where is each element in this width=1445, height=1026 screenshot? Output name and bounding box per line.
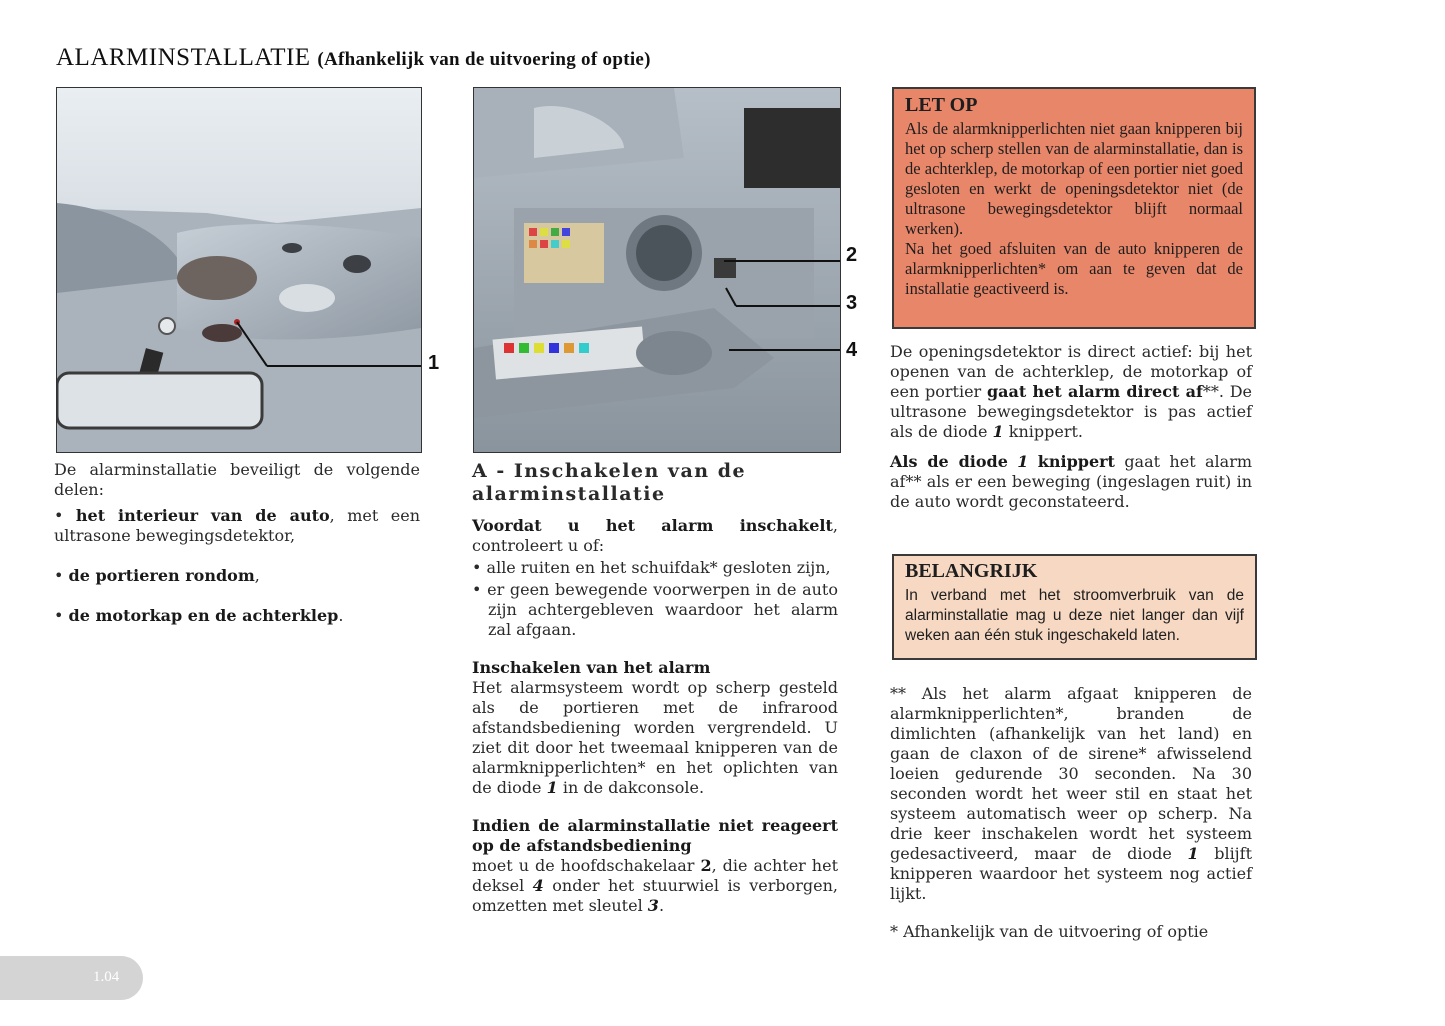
- col2-sub1-text: Het alarmsysteem wordt op scherp gesteld als de portieren met de infrarood afstandsbediening worden vergrendeld. U ziet dit door het tweemaal knipperen van de alarmknipperlichten* en het oplichten van de diode 1 in de dakconsole.: [472, 678, 838, 797]
- col3-p1: De openingsdetektor is direct actief: bij het openen van de achterklep, de motorkap of een portier gaat het alarm direct af**. De ultrasone bewegingsdetektor is pas actief als de diode 1 knippert.: [890, 342, 1252, 441]
- col2-sub1-heading: Inschakelen van het alarm: [472, 658, 711, 677]
- warning-text-2: Na het goed afsluiten van de auto knipperen de alarmknipperlichten* om aan te geven dat de installatie geactiveerd is.: [905, 239, 1243, 298]
- col1-intro: De alarminstallatie beveiligt de volgende delen:: [54, 460, 420, 499]
- column-3-lower: [890, 684, 1252, 942]
- important-box: [892, 554, 1257, 660]
- photo-dashboard-panel: [473, 87, 841, 453]
- column-1: [54, 460, 420, 626]
- footnote-single-star: * Afhankelijk van de uitvoering of optie: [890, 922, 1209, 941]
- page-number-tab: [0, 956, 143, 1000]
- footnote-double-star: ** Als het alarm afgaat knipperen de alarmknipperlichten*, branden de dimlichten (afhankelijk van het land) en gaan de claxon of de sirene* afwisselend loeien gedurende 30 seconden. Na 30 seconden wordt het weer stil en staat het systeem automatisch weer op scherp. Na drie keer inschakelen wordt het systeem gedesactiveerd, maar de diode 1 blijft knipperen waardoor het systeem nog actief lijkt.: [890, 684, 1252, 903]
- col2-sub2-text: moet u de hoofdschakelaar 2, die achter het deksel 4 onder het stuurwiel is verborgen, omzetten met sleutel 3.: [472, 856, 839, 915]
- title-subtitle: (Afhankelijk van de uitvoering of optie): [317, 49, 651, 70]
- callout-3: 3: [846, 292, 858, 314]
- col1-item-interior: • het interieur van de auto, met een ultrasone bewegingsdetektor,: [54, 506, 420, 545]
- warning-box: [892, 87, 1256, 329]
- col1-item-hood: • de motorkap en de achterklep.: [54, 606, 344, 625]
- column-3-upper: [890, 342, 1252, 512]
- warning-title: LET OP: [905, 94, 978, 116]
- column-2: [472, 460, 838, 916]
- col2-check-1: • alle ruiten en het schuifdak* gesloten zijn,: [472, 558, 831, 577]
- page-title: [56, 44, 651, 72]
- col2-heading: A - Inschakelen van de alarminstallatie: [472, 460, 747, 505]
- col2-check-intro: Voordat u het alarm inschakelt, controleert u of:: [472, 516, 838, 555]
- important-text: In verband met het stroomverbruik van de alarminstallatie mag u deze niet langer dan vijf weken aan één stuk ingeschakeld laten.: [905, 587, 1244, 644]
- important-title: BELANGRIJK: [905, 560, 1038, 582]
- photo-roof-console: [56, 87, 422, 453]
- col1-item-doors: • de portieren rondom,: [54, 566, 260, 585]
- page-number: 1.04: [93, 969, 120, 985]
- title-main: ALARMINSTALLATIE: [56, 44, 311, 71]
- col2-check-2: • er geen bewegende voorwerpen in de auto zijn achtergebleven waardoor het alarm zal afgaan.: [472, 580, 838, 639]
- col3-p2: Als de diode 1 knippert gaat het alarm af** als er een beweging (ingeslagen ruit) in de auto wordt geconstateerd.: [890, 452, 1253, 511]
- callout-2: 2: [846, 244, 858, 266]
- callout-1: 1: [428, 352, 440, 374]
- warning-text: Als de alarmknipperlichten niet gaan knipperen bij het op scherp stellen van de alarminstallatie, dan is de achterklep, de motorkap of een portier niet goed gesloten en werkt de openingsdetektor niet (de ultrasone bewegingsdetektor blijft normaal werken).: [905, 119, 1243, 238]
- col2-sub2-heading: Indien de alarminstallatie niet reageert op de afstandsbediening: [472, 816, 838, 855]
- callout-4: 4: [846, 339, 858, 361]
